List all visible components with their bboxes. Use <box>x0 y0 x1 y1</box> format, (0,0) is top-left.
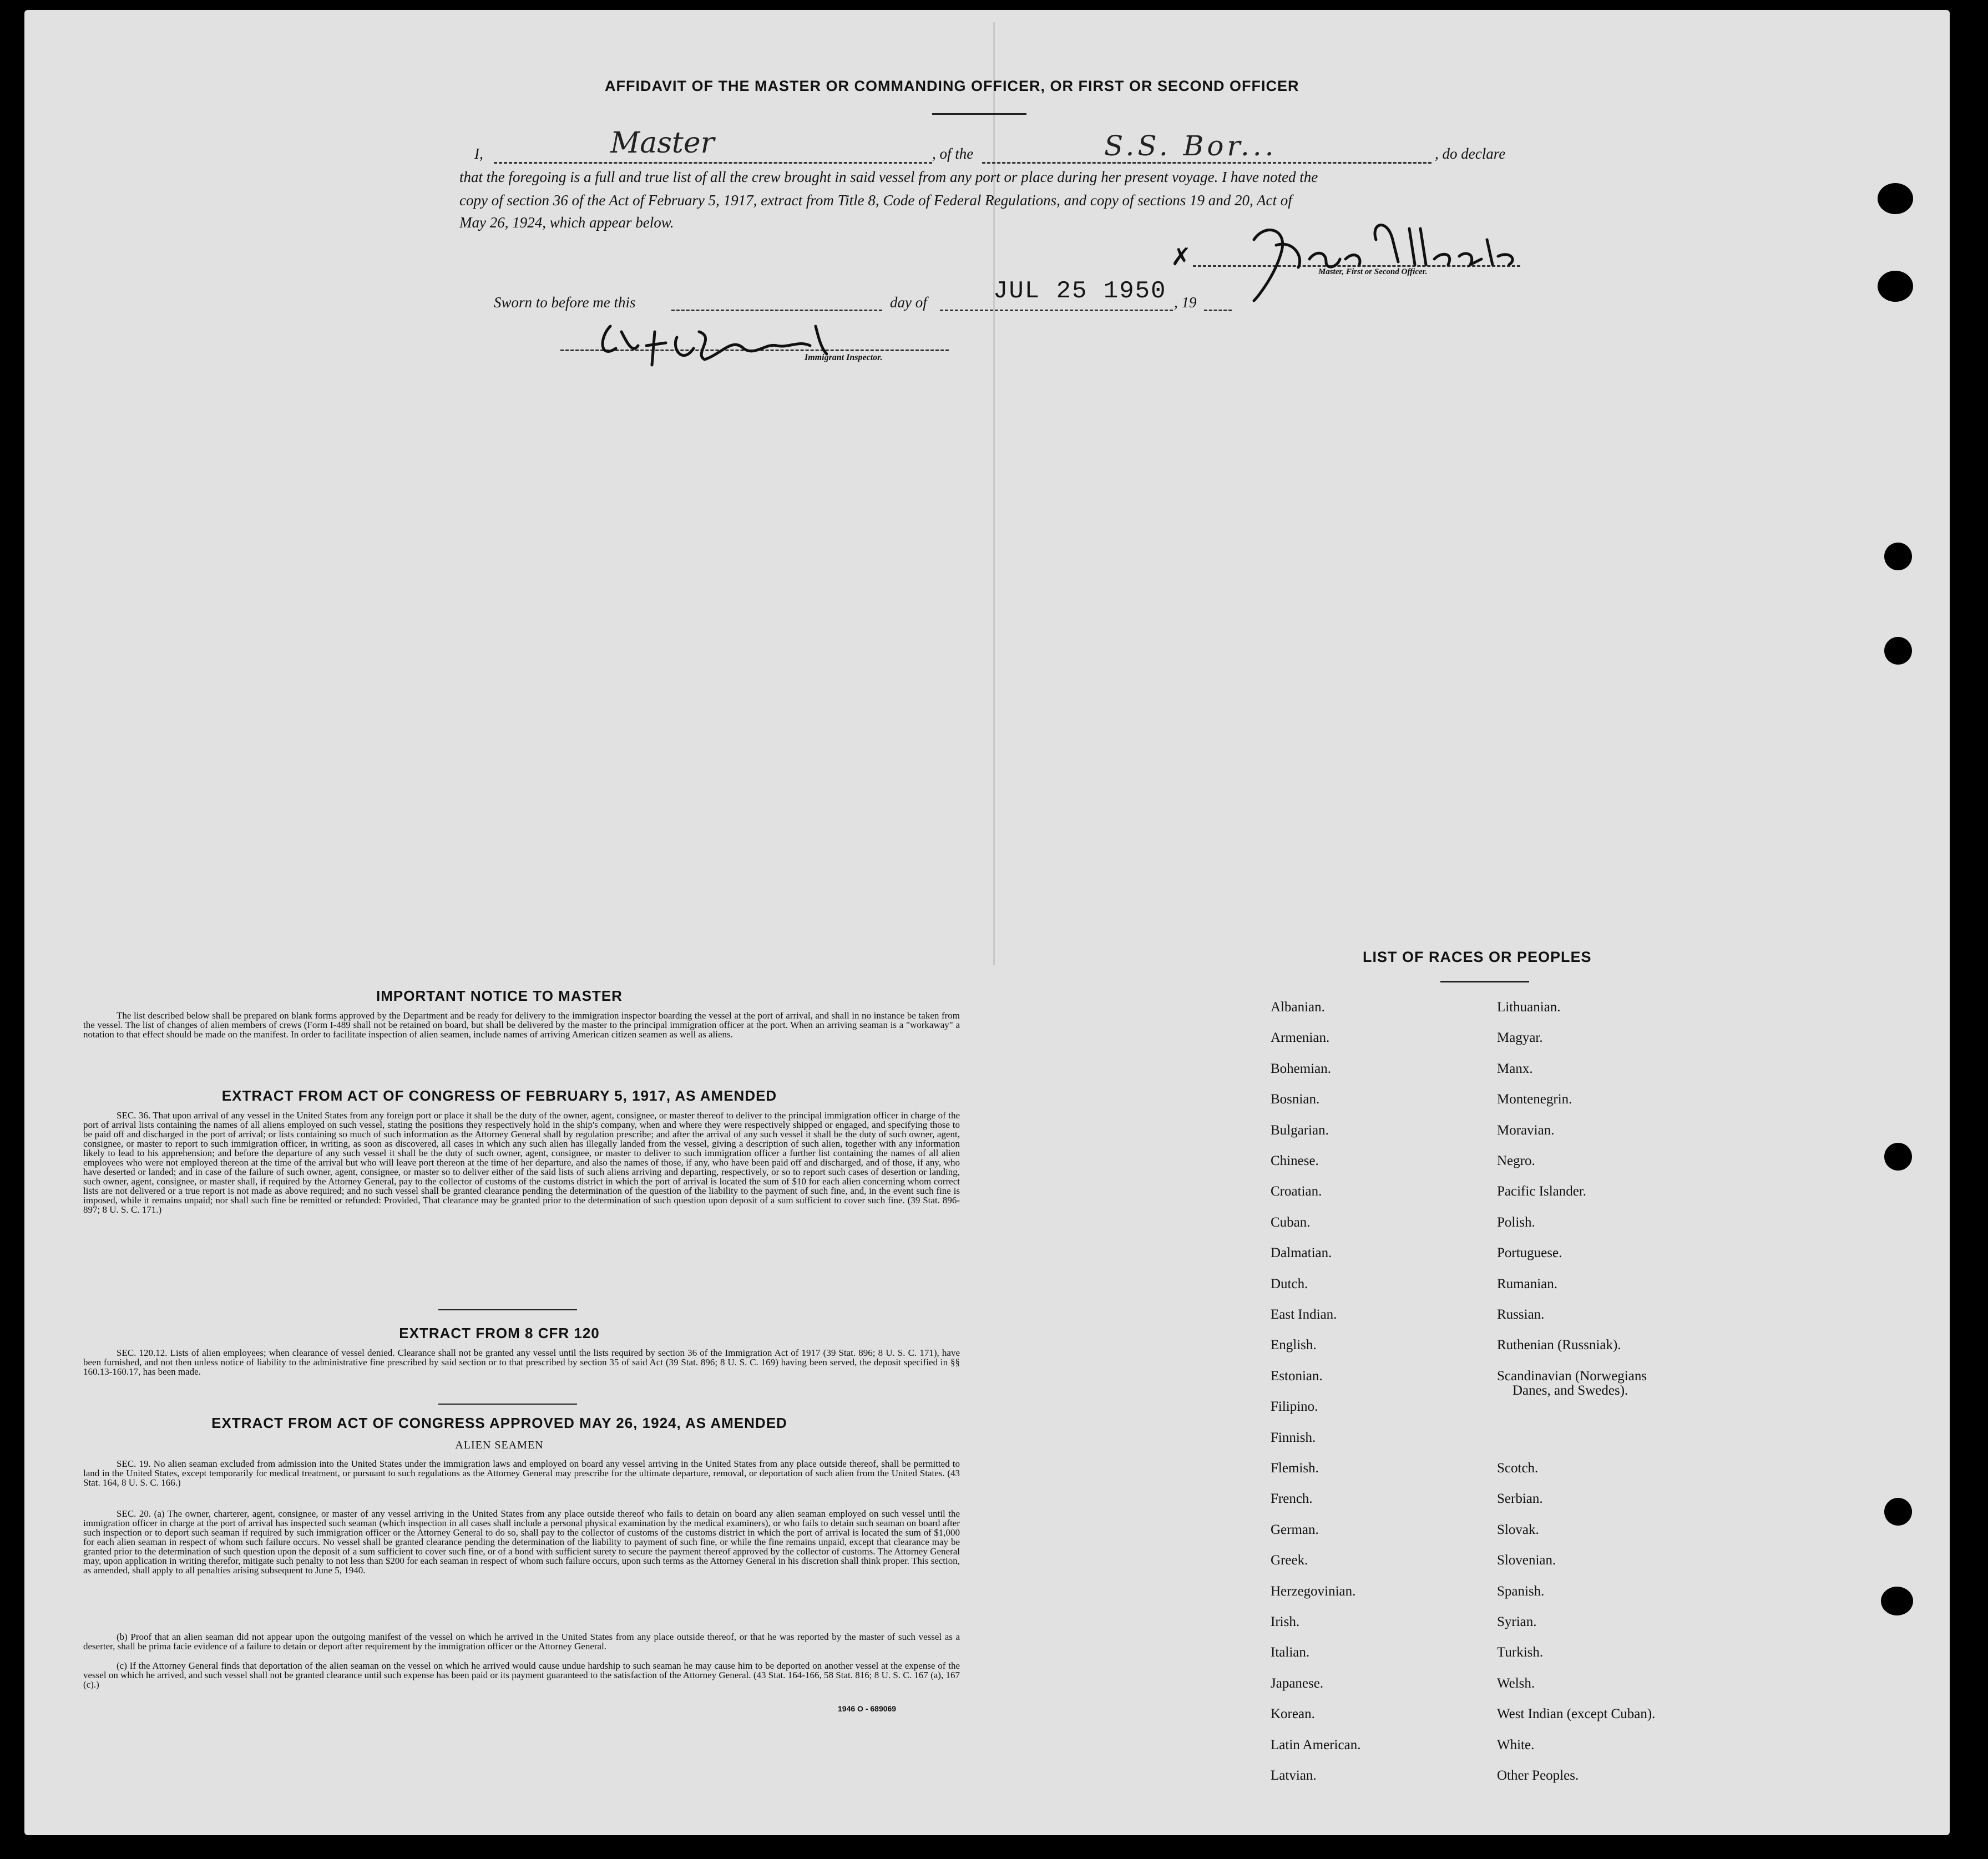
race-entry: Bulgarian. <box>1271 1122 1329 1138</box>
section-rule <box>438 1309 577 1310</box>
declaration-line-3: copy of section 36 of the Act of February 5, 1917, extract from Title 8, Code of Federal Regulations, and copy of sections 19 and 20, Act of <box>459 192 1292 209</box>
race-entry: Spanish. <box>1497 1583 1545 1599</box>
race-entry: Albanian. <box>1271 1000 1325 1015</box>
signature-mark: ✗ <box>1171 244 1191 271</box>
rank-handwritten: Master <box>610 126 715 160</box>
race-entry: West Indian (except Cuban). <box>1497 1706 1656 1722</box>
race-entry: Greek. <box>1271 1553 1308 1568</box>
race-entry: Portuguese. <box>1497 1245 1562 1261</box>
print-code: 1946 O - 689069 <box>838 1704 897 1713</box>
race-entry: Magyar. <box>1497 1030 1543 1046</box>
year-line <box>1204 310 1232 311</box>
race-entry: Flemish. <box>1271 1461 1319 1476</box>
extract-1924-subtitle: ALIEN SEAMEN <box>455 1439 544 1451</box>
race-entry: Russian. <box>1497 1307 1545 1322</box>
notice-body: The list described below shall be prepared on blank forms approved by the Department and be ready for delivery to the immigration inspector boarding the vessel at the port of arrival, and shall in no instance be taken from the vessel. The list of changes of alien members of crews (Form I-489 shall not be retained on board, but shall be delivered by the master to the principal immigration officer at the port. When an arriving seaman is a "workaway" a notation to that effect should be made on the manifest. In order to facilitate inspection of alien seamen, include names of arriving American citizen seamen as well as aliens. <box>83 1010 960 1040</box>
sworn-label: Sworn to before me this <box>494 294 636 311</box>
race-entry: Lithuanian. <box>1497 1000 1561 1015</box>
declaration-line-2: that the foregoing is a full and true list of all the crew brought in said vessel from any port or place during her present voyage. I have noted the <box>459 169 1318 185</box>
race-entry: Korean. <box>1271 1706 1315 1722</box>
race-entry: Danes, and Swedes). <box>1513 1382 1628 1398</box>
race-entry: Turkish. <box>1497 1645 1544 1660</box>
race-entry: Slovenian. <box>1497 1553 1556 1568</box>
of-the-label: , of the <box>932 145 974 162</box>
inspector-caption: Immigrant Inspector. <box>805 353 883 362</box>
section-20b-text: (b) Proof that an alien seaman did not appear upon the outgoing manifest of the vessel on which he arrived in the United States from any place outside thereof, or that he was reported by the master of such vessel as a deserter, shall be prima facie evidence of a failure to detain or deport after requirement by the immigration officer or the Attorney General. <box>83 1632 960 1652</box>
punch-hole <box>1884 637 1912 665</box>
race-entry: Slovak. <box>1497 1522 1539 1537</box>
punch-hole <box>1878 183 1913 214</box>
year-label: , 19 <box>1174 294 1197 311</box>
section-20a-text: SEC. 20. (a) The owner, charterer, agent, consignee, or master of any vessel arriving in the United States from any place outside thereof who fails to detain on board any alien seaman employed on such vessel until the immigration officer in charge at the port of arrival has inspected such seaman (which inspection in all cases shall include a personal physical examination by the medical examiners), or who fails to detain such seaman on board after such inspection or to deport such seaman if required by such immigration officer or the Attorney General to do so, shall pay to the collector of customs of the customs district in which the port of arrival is located the sum of $1,000 for each alien seaman in respect of whom such failure occurs. No vessel shall be granted clearance pending the determination of the liability to payment of such fine, or while the fine remains unpaid, except that clearance may be granted prior to the determination of such question upon the deposit of a sum sufficient to cover such fine, or of a bond with sufficient surety to secure the payment thereof approved by the collector of customs. The Attorney General may, upon application in writing therefor, mitigate such penalty to not less than $200 for each seaman in respect of whom such failure occurs, upon such terms as the Attorney General in his discretion shall think proper. This section, as amended, shall apply to all penalties arising subsequent to June 5, 1940. <box>83 1508 960 1576</box>
race-entry: Moravian. <box>1497 1122 1555 1138</box>
race-entry: Herzegovinian. <box>1271 1583 1356 1599</box>
date-stamp: JUL 25 1950 <box>993 277 1167 305</box>
race-entry: East Indian. <box>1271 1307 1337 1322</box>
race-entry: Irish. <box>1271 1614 1300 1629</box>
race-entry: Armenian. <box>1271 1030 1330 1046</box>
race-entry: French. <box>1271 1491 1313 1507</box>
extract-1917-body: SEC. 36. That upon arrival of any vessel in the United States from any foreign port or place it shall be the duty of the owner, agent, consignee, or master thereof to deliver to the principal immigration officer in charge of the port of arrival lists containing the names of all aliens employed on such vessel, stating the positions they respectively hold in the ship's company, when and where they were respectively shipped or engaged, and specifying those to be paid off and discharged in the port of arrival; or lists containing so much of such information as the Attorney General shall by regulation prescribe; and after the arrival of any such vessel it shall be the duty of such owner, agent, consignee, or master to report to such immigration officer, in writing, as soon as discovered, all cases in which any such alien has illegally landed from the vessel, giving a description of such alien, together with any information likely to lead to his apprehension; and before the departure of any such vessel it shall be the duty of such owner, agent, consignee, or master to deliver to such immigration officer a further list containing the names of all alien employees who were not employed thereon at the time of the arrival but who will leave port thereon at the time of her departure, and also the names of those, if any, who have been paid off and discharged, and of those, if any, who have deserted or landed; and in case of the failure of such owner, agent, consignee, or master so to deliver either of the said lists of such aliens arriving and departing, respectively, or so to report such cases of desertion or landing, such owner, agent, consignee, or master shall, if required by the Attorney General, pay to the collector of customs of the customs district in which the port of arrival is located the sum of $10 for each alien concerning whom correct lists are not delivered or a true report is not made as above required; and no such vessel shall be granted clearance pending the determination of the question of the liability to the payment of such fine, and, in the event such fine is imposed, while it remains unpaid; nor shall such fine be remitted or refunded: Provided, That clearance may be granted prior to the determination of such question upon deposit of a sum sufficient to cover such fine. (39 Stat. 896-897; 8 U. S. C. 171.) <box>83 1110 960 1215</box>
race-entry: Welsh. <box>1497 1675 1535 1691</box>
race-entry: Ruthenian (Russniak). <box>1497 1338 1621 1353</box>
race-entry: Other Peoples. <box>1497 1768 1579 1783</box>
race-entry: English. <box>1271 1338 1317 1353</box>
master-signature <box>1243 206 1531 306</box>
i-label: I, <box>474 145 483 162</box>
race-entry: Latin American. <box>1271 1737 1361 1752</box>
race-entry: Rumanian. <box>1497 1276 1558 1291</box>
fold-crease <box>993 22 995 965</box>
races-title-rule <box>1440 981 1529 982</box>
declaration-line-4: May 26, 1924, which appear below. <box>459 214 674 231</box>
punch-hole <box>1881 1587 1913 1615</box>
vessel-handwritten: S.S. Bor... <box>1104 130 1277 162</box>
notice-title: IMPORTANT NOTICE TO MASTER <box>376 987 623 1004</box>
race-entry: Cuban. <box>1271 1214 1311 1230</box>
punch-hole <box>1884 1498 1912 1526</box>
do-declare-label: , do declare <box>1435 145 1506 162</box>
extract-1917-title: EXTRACT FROM ACT OF CONGRESS OF FEBRUARY 5, 1917, AS AMENDED <box>221 1087 777 1104</box>
race-entry: Italian. <box>1271 1645 1310 1660</box>
punch-hole <box>1878 271 1913 302</box>
signature-caption: Master, First or Second Officer. <box>1318 267 1428 276</box>
race-entry: Manx. <box>1497 1061 1533 1076</box>
punch-hole <box>1884 543 1912 570</box>
affidavit-title: AFFIDAVIT OF THE MASTER OR COMMANDING OFFICER, OR FIRST OR SECOND OFFICER <box>605 78 1299 94</box>
race-entry: Japanese. <box>1271 1675 1324 1691</box>
race-entry: Latvian. <box>1271 1768 1317 1783</box>
race-entry: Pacific Islander. <box>1497 1184 1587 1199</box>
races-title: LIST OF RACES OR PEOPLES <box>1363 949 1592 965</box>
race-entry: Syrian. <box>1497 1614 1537 1629</box>
race-entry: German. <box>1271 1522 1319 1537</box>
section-rule <box>438 1404 577 1405</box>
race-entry: Scotch. <box>1497 1461 1539 1476</box>
punch-hole <box>1884 1143 1912 1171</box>
vessel-line <box>982 162 1431 164</box>
month-line <box>940 310 1173 311</box>
race-entry: Bohemian. <box>1271 1061 1332 1076</box>
race-entry: Bosnian. <box>1271 1092 1320 1107</box>
title-rule <box>932 113 1026 115</box>
extract-1924-title: EXTRACT FROM ACT OF CONGRESS APPROVED MAY 26, 1924, AS AMENDED <box>211 1415 787 1431</box>
sworn-day-line <box>671 310 882 311</box>
race-entry: Montenegrin. <box>1497 1092 1572 1107</box>
race-entry: Dalmatian. <box>1271 1245 1332 1261</box>
race-entry: White. <box>1497 1737 1535 1752</box>
section-19-text: SEC. 19. No alien seaman excluded from admission into the United States under the immigration laws and employed on board any vessel arriving in the United States from any place outside thereof, shall be permitted to land in the United States, except temporarily for medical treatment, or pursuant to such regulations as the Attorney General may prescribe for the ultimate departure, removal, or deportation of such alien from the United States. (43 Stat. 164, 8 U. S. C. 166.) <box>83 1458 960 1488</box>
rank-line <box>494 162 932 164</box>
extract-cfr-title: EXTRACT FROM 8 CFR 120 <box>399 1325 600 1341</box>
race-entry: Polish. <box>1497 1214 1535 1230</box>
race-entry: Estonian. <box>1271 1368 1323 1384</box>
race-entry: Scandinavian (Norwegians <box>1497 1368 1647 1384</box>
section-20c-text: (c) If the Attorney General finds that deportation of the alien seaman on the vessel on which he arrived would cause undue hardship to such seaman he may cause him to be deported on another vessel at the expense of the vessel on which he arrived, and such vessel shall not be granted clearance until such expense has been paid or its payment guaranteed to the satisfaction of the Attorney General. (43 Stat. 164-166, 58 Stat. 816; 8 U. S. C. 167 (a), 167 (c).) <box>83 1660 960 1690</box>
race-entry: Negro. <box>1497 1153 1535 1168</box>
race-entry: Croatian. <box>1271 1184 1322 1199</box>
day-of-label: day of <box>890 294 927 311</box>
extract-cfr-body: SEC. 120.12. Lists of alien employees; when clearance of vessel denied. Clearance shall not be granted any vessel until the lists required by section 36 of the Immigration Act of 1917 (39 Stat. 896; 8 U. S. C. 171), have been furnished, and not then unless notice of liability to the administrative fine prescribed by said section or to that prescribed by section 35 of said Act (39 Stat. 896; 8 U. S. C. 169) having been served, the deposit specified in §§ 160.13-160.17, has been made. <box>83 1348 960 1377</box>
race-entry: Serbian. <box>1497 1491 1543 1507</box>
race-entry: Filipino. <box>1271 1399 1318 1415</box>
inspector-signature <box>594 315 882 376</box>
race-entry: Dutch. <box>1271 1276 1308 1291</box>
race-entry: Finnish. <box>1271 1430 1316 1445</box>
race-entry: Chinese. <box>1271 1153 1319 1168</box>
